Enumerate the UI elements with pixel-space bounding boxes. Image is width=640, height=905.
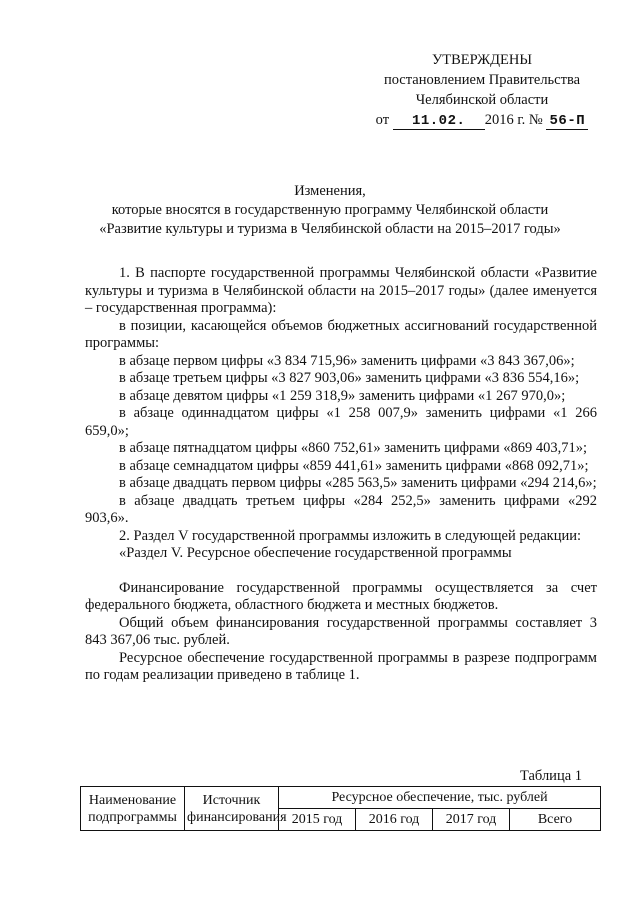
title-line-2: которые вносятся в государственную программу Челябинской области <box>111 202 549 218</box>
table-header-row <box>81 787 601 809</box>
approval-stamp <box>352 50 612 130</box>
paragraph-item-1: 1. В паспорте государственной программы Челябинской области «Развитие культуры и туризма в Челябинской области на 2015–2017 годы» (далее именуется – государственная программа): <box>85 265 597 316</box>
header-total: Всего <box>510 809 601 831</box>
paragraph-item-1-fifteenth: в абзаце пятнадцатом цифры «860 752,61» заменить цифрами «869 403,71»; <box>119 440 588 456</box>
date-prefix: от <box>375 112 390 128</box>
header-source: Источник финансирования <box>185 787 279 831</box>
approval-decree: постановлением Правительства <box>383 72 581 88</box>
resource-table <box>80 786 601 831</box>
paragraph-item-1-twenty-first: в абзаце двадцать первом цифры «285 563,5» заменить цифрами «294 214,6»; <box>119 475 597 491</box>
approval-heading: УТВЕРЖДЕНЫ <box>431 52 533 68</box>
header-year-2015: 2015 год <box>279 809 356 831</box>
paragraph-item-1-position: в позиции, касающейся объемов бюджетных ассигнований государственной программы: <box>85 317 597 351</box>
paragraph-item-1-twenty-third: в абзаце двадцать третьем цифры «284 252,5» заменить цифрами «292 903,6». <box>85 492 597 526</box>
table-caption: Таблица 1 <box>520 768 583 784</box>
header-year-2016: 2016 год <box>356 809 433 831</box>
paragraph-item-2: 2. Раздел V государственной программы изложить в следующей редакции: <box>119 527 582 544</box>
spacer <box>85 563 597 580</box>
paragraph-item-1-ninth: в абзаце девятом цифры «1 259 318,9» заменить цифрами «1 267 970,0»; <box>119 387 566 404</box>
paragraph-item-1-eleventh: в абзаце одиннадцатом цифры «1 258 007,9» заменить цифрами «1 266 659,0»; <box>85 405 597 439</box>
approval-region: Челябинской области <box>415 92 549 108</box>
paragraph-item-1-first: в абзаце первом цифры «3 834 715,96» заменить цифрами «3 843 367,06»; <box>119 352 575 369</box>
section-title: «Раздел V. Ресурсное обеспечение государственной программы <box>119 545 512 561</box>
paragraph-resource-provision: Ресурсное обеспечение государственной программы в разрезе подпрограмм по годам реализации приведено в таблице 1. <box>85 649 597 683</box>
date-year: 2016 г. № <box>484 112 543 128</box>
title-line-1: Изменения, <box>294 183 366 199</box>
document-body <box>85 265 597 685</box>
header-subprogram: Наименование подпрограммы <box>81 787 185 831</box>
title-line-3: «Развитие культуры и туризма в Челябинской области на 2015–2017 годы» <box>99 221 561 237</box>
paragraph-item-1-third: в абзаце третьем цифры «3 827 903,06» заменить цифрами «3 836 554,16»; <box>119 370 580 386</box>
document-title <box>70 182 590 239</box>
paragraph-item-1-seventeenth: в абзаце семнадцатом цифры «859 441,61» заменить цифрами «868 092,71»; <box>119 457 589 474</box>
decree-number: 56-П <box>546 113 588 130</box>
header-resources: Ресурсное обеспечение, тыс. рублей <box>279 787 601 809</box>
header-year-2017: 2017 год <box>433 809 510 831</box>
approval-date-line <box>352 110 612 130</box>
paragraph-total-volume: Общий объем финансирования государственной программы составляет 3 843 367,06 тыс. рублей. <box>85 614 597 648</box>
date-day: 11.02. <box>393 113 485 130</box>
paragraph-financing: Финансирование государственной программы осуществляется за счет федерального бюджета, областного бюджета и местных бюджетов. <box>85 579 597 613</box>
